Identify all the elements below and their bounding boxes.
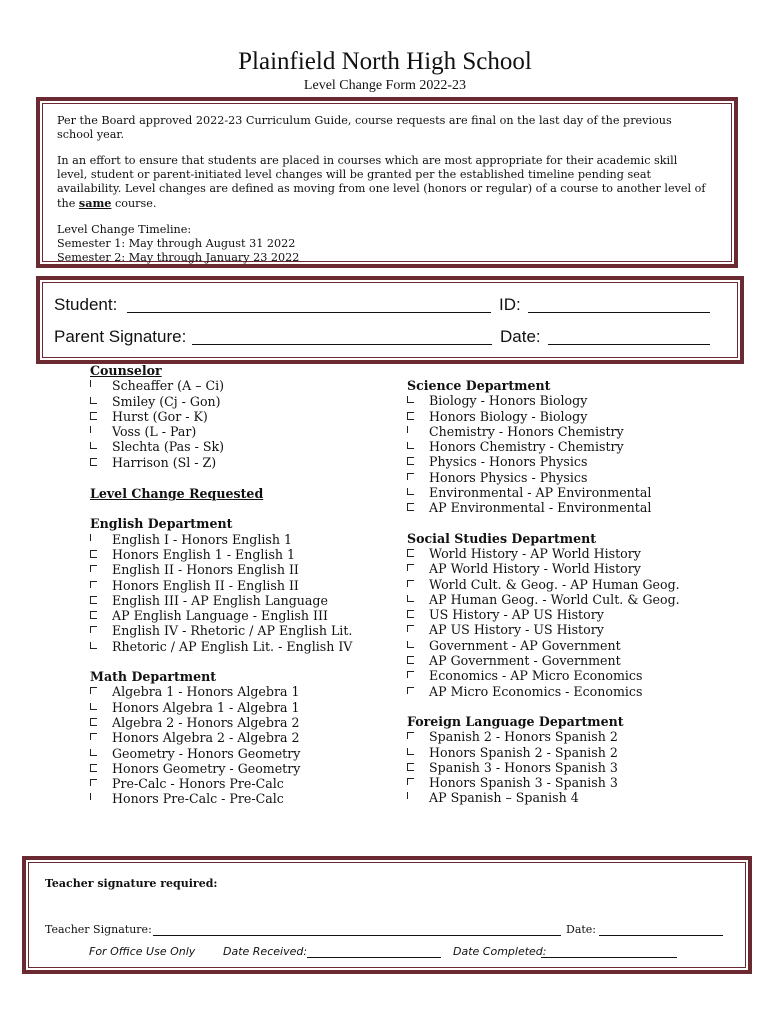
math-option[interactable]: Algebra 2 - Honors Algebra 2 <box>90 715 390 730</box>
social-studies-option[interactable]: World Cult. & Geog. - AP Human Geog. <box>407 577 737 592</box>
date-received-label: Date Received: <box>223 945 308 958</box>
science-option[interactable]: AP Environmental - Environmental <box>407 500 737 515</box>
english-option[interactable]: Rhetoric / AP English Lit. - English IV <box>90 639 390 654</box>
math-option[interactable]: Honors Algebra 2 - Algebra 2 <box>90 730 390 745</box>
date-completed-field[interactable] <box>541 957 677 958</box>
intro-paragraph-2: In an effort to ensure that students are placed in courses which are most appropriate for their academic skill level, student or parent-initiated level changes will be granted per the established timeline pending seat availability. Level changes are defined as moving from one level (honors or regular) of a course to another level of the same course. <box>57 154 706 210</box>
teacher-signature-required: Teacher signature required: <box>45 877 218 890</box>
office-use-label: For Office Use Only <box>89 945 196 958</box>
counselor-option[interactable]: Harrison (Sl - Z) <box>90 455 390 470</box>
student-name-field[interactable] <box>127 312 491 313</box>
counselor-option[interactable]: Smiley (Cj - Gon) <box>90 394 390 409</box>
english-option[interactable]: English II - Honors English II <box>90 562 390 577</box>
counselor-heading: Counselor <box>90 363 162 378</box>
science-option[interactable]: Chemistry - Honors Chemistry <box>407 424 737 439</box>
math-option[interactable]: Honors Pre-Calc - Pre-Calc <box>90 791 390 806</box>
foreign-language-option[interactable]: Spanish 3 - Honors Spanish 3 <box>407 760 737 775</box>
form-title: Plainfield North High School <box>238 48 532 75</box>
english-heading: English Department <box>90 516 233 532</box>
parent-date-field[interactable] <box>548 344 710 345</box>
foreign-language-option[interactable]: AP Spanish – Spanish 4 <box>407 790 737 805</box>
parent-signature-label: Parent Signature: <box>54 327 187 346</box>
math-option[interactable]: Pre-Calc - Honors Pre-Calc <box>90 776 390 791</box>
social-studies-heading: Social Studies Department <box>407 530 597 546</box>
science-option[interactable]: Physics - Honors Physics <box>407 454 737 469</box>
social-studies-option[interactable]: AP World History - World History <box>407 561 737 576</box>
teacher-signature-field[interactable] <box>153 935 561 936</box>
teacher-date-field[interactable] <box>599 935 723 936</box>
intro-paragraph-1: Per the Board approved 2022-23 Curriculum Guide, course requests are final on the last day of the previous school year. <box>57 114 672 141</box>
english-option[interactable]: Honors English 1 - English 1 <box>90 547 390 562</box>
counselor-option[interactable]: Scheaffer (A – Ci) <box>90 378 390 393</box>
social-studies-option[interactable]: Economics - AP Micro Economics <box>407 668 737 683</box>
timeline-semester-2: Semester 2: May through January 23 2022 <box>57 251 300 264</box>
date-label: Date: <box>500 327 541 346</box>
foreign-language-option[interactable]: Honors Spanish 2 - Spanish 2 <box>407 745 737 760</box>
english-option[interactable]: English I - Honors English 1 <box>90 532 390 547</box>
science-option[interactable]: Honors Physics - Physics <box>407 470 737 485</box>
teacher-signature-label: Teacher Signature: <box>45 923 152 936</box>
timeline-semester-1: Semester 1: May through August 31 2022 <box>57 237 296 250</box>
science-option[interactable]: Honors Chemistry - Chemistry <box>407 439 737 454</box>
teacher-date-label: Date: <box>566 923 597 936</box>
english-option[interactable]: English III - AP English Language <box>90 593 390 608</box>
date-received-field[interactable] <box>307 957 441 958</box>
student-id-field[interactable] <box>528 312 710 313</box>
social-studies-option[interactable]: US History - AP US History <box>407 607 737 622</box>
math-option[interactable]: Honors Algebra 1 - Algebra 1 <box>90 700 390 715</box>
social-studies-option[interactable]: AP US History - US History <box>407 622 737 637</box>
social-studies-option[interactable]: AP Government - Government <box>407 653 737 668</box>
english-option[interactable]: Honors English II - English II <box>90 578 390 593</box>
math-option[interactable]: Algebra 1 - Honors Algebra 1 <box>90 684 390 699</box>
math-heading: Math Department <box>90 669 217 685</box>
timeline-title: Level Change Timeline: <box>57 223 192 236</box>
foreign-language-heading: Foreign Language Department <box>407 713 624 729</box>
social-studies-option[interactable]: Government - AP Government <box>407 638 737 653</box>
social-studies-option[interactable]: AP Micro Economics - Economics <box>407 684 737 699</box>
science-option[interactable]: Environmental - AP Environmental <box>407 485 737 500</box>
teacher-signature-box <box>22 856 752 974</box>
date-completed-label: Date Completed: <box>453 945 547 958</box>
counselor-option[interactable]: Hurst (Gor - K) <box>90 409 390 424</box>
science-option[interactable]: Biology - Honors Biology <box>407 393 737 408</box>
foreign-language-option[interactable]: Spanish 2 - Honors Spanish 2 <box>407 729 737 744</box>
math-option[interactable]: Honors Geometry - Geometry <box>90 761 390 776</box>
foreign-language-option[interactable]: Honors Spanish 3 - Spanish 3 <box>407 775 737 790</box>
intro-box <box>36 97 738 268</box>
parent-signature-field[interactable] <box>192 344 492 345</box>
student-label: Student: <box>54 295 118 314</box>
right-column <box>407 378 737 806</box>
id-label: ID: <box>499 295 521 314</box>
same-emphasis: same <box>78 196 112 210</box>
english-option[interactable]: English IV - Rhetoric / AP English Lit. <box>90 623 390 638</box>
level-change-heading: Level Change Requested <box>90 486 264 502</box>
student-info-box <box>36 276 744 364</box>
science-heading: Science Department <box>407 378 551 393</box>
math-option[interactable]: Geometry - Honors Geometry <box>90 746 390 761</box>
social-studies-option[interactable]: AP Human Geog. - World Cult. & Geog. <box>407 592 737 607</box>
english-option[interactable]: AP English Language - English III <box>90 608 390 623</box>
counselor-option[interactable]: Slechta (Pas - Sk) <box>90 439 390 454</box>
social-studies-option[interactable]: World History - AP World History <box>407 546 737 561</box>
counselor-option[interactable]: Voss (L - Par) <box>90 424 390 439</box>
form-subtitle: Level Change Form 2022-23 <box>303 78 467 93</box>
left-column <box>90 363 390 807</box>
science-option[interactable]: Honors Biology - Biology <box>407 409 737 424</box>
